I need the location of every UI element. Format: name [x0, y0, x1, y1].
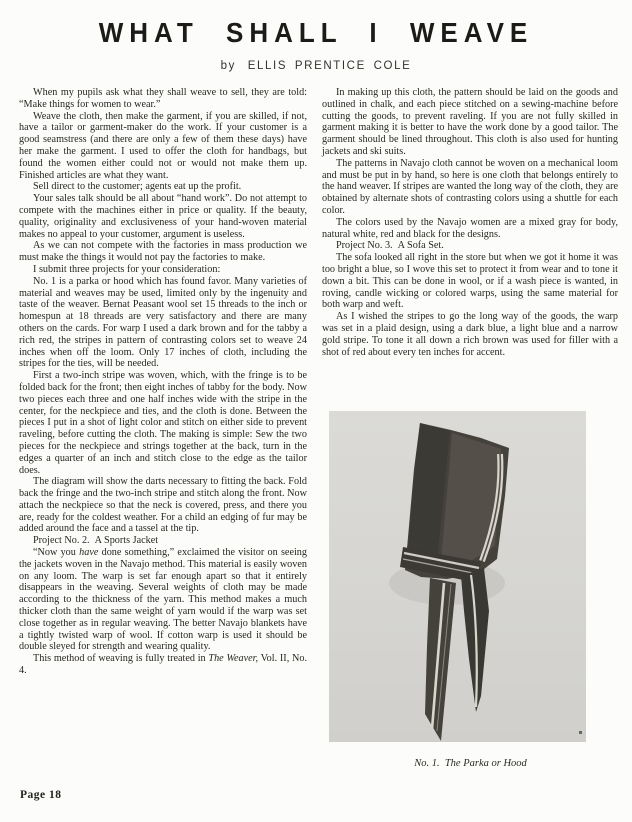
paragraph: [322, 158, 618, 217]
paragraph: [19, 370, 307, 476]
body-text: Project No. 3. A Sofa Set.: [336, 240, 444, 252]
paragraph: [19, 111, 307, 182]
byline: [0, 60, 632, 72]
body-text: In making up this cloth, the pattern should be laid on the goods and outlined in chalk, and each piece stitched on a sewing-machine before cutting the goods, to prevent raveling. If you are not fully skilled in garment making it is better to have the work done by a good tailor. The garment should be lined throughout. This cloth is also used for hunting jackets and ski suits.: [322, 87, 618, 157]
body-text: The patterns in Navajo cloth cannot be woven on a mechanical loom and must be put in by hand, so here is one cloth that belongs entirely to the hand weaver. If stripes are wanted the long way of the cloth, they are obtained by alternate shots of contrasting colors using a shuttle for each color.: [322, 157, 618, 216]
paragraph: [19, 87, 307, 111]
figure-caption: No. 1. The Parka or Hood: [414, 758, 527, 769]
parka-photo: [329, 411, 586, 742]
paragraph: [19, 547, 307, 653]
body-text: “Now you: [33, 547, 80, 559]
page-number: Page 18: [20, 789, 62, 801]
byline-author: ELLIS PRENTICE COLE: [247, 60, 412, 72]
body-text: The colors used by the Navajo women are a mixed gray for body, natural white, red and black for the designs.: [322, 216, 618, 240]
body-text: As we can not compete with the factories in mass production we must make the things it would not pay the factories to make.: [19, 240, 307, 264]
figure-parka: [329, 411, 586, 769]
body-text: Weave the cloth, then make the garment, if you are skilled, if not, have a tailor or garment-maker do the work. If your customer is a good seamstress (and there are only a few of them these days) have her make the garment. I used to offer the cloth for handbags, but found the women either could not or would not make them up. Finished articles are what they want.: [19, 110, 307, 181]
paragraph: [19, 181, 307, 193]
paragraph: [19, 653, 307, 677]
body-text: Your sales talk should be all about “hand work”. Do not attempt to compete with the machines either in price or quality. If the beauty, quality, originality and exclusiveness of your hand-woven material makes no appeal to your customer, argument is useless.: [19, 193, 307, 240]
body-text: No. 1 is a parka or hood which has found favor. Many varieties of material and weaves may be used, limited only by the ingenuity and taste of the weaver. Bernat Peasant wool set 15 threads to the inch or homespun at 18 threads are very satisfactory and there are many others on the cards. For warp I used a dark brown and for the tabby a rich red, the stripes in pattern of contrasting colors set to weave 24 inches when off the loom. Only 17 inches of cloth, including the stripes for the ties, will be needed.: [19, 275, 307, 370]
paragraph: [19, 240, 307, 264]
body-text: The sofa looked all right in the store but when we got it home it was too bright a blue, so I wove this set to protect it from wear and to tone it down a bit. This can be done in wool, or if a wash piece is wanted, in roving, candle wicking or colored warps, using the same material for both warp and weft.: [322, 252, 618, 311]
paragraph: [19, 264, 307, 276]
photo-corner-mark: [579, 731, 582, 734]
body-text: Project No. 2. A Sports Jacket: [33, 535, 159, 547]
paragraph: [19, 276, 307, 370]
paragraph: [19, 476, 307, 535]
body-text: Sell direct to the customer; agents eat up the profit.: [33, 181, 242, 193]
left-column: [19, 87, 307, 677]
page-title: WHAT SHALL I WEAVE: [98, 16, 534, 49]
section-heading: [19, 535, 307, 547]
masthead: [0, 16, 632, 72]
byline-prefix: by: [220, 60, 236, 72]
body-text: This method of weaving is fully treated in: [33, 653, 209, 665]
body-text: The diagram will show the darts necessary to fitting the back. Fold back the fringe and the two-inch stripe and stitch along the front. Now attach the neckpiece so that the neck is covered, press, and there you are, ready for the coldest weather. For a child an edging of fur may be added around the face and a tassel at the tip.: [19, 476, 307, 535]
italic-text: The Weaver,: [208, 653, 259, 665]
paragraph: [19, 193, 307, 240]
body-text: I submit three projects for your consideration:: [33, 263, 221, 275]
paragraph: [322, 252, 618, 311]
paragraph: [322, 311, 618, 358]
body-text: When my pupils ask what they shall weave to sell, they are told: “Make things for women to wear.”: [19, 87, 307, 110]
paragraph: [322, 87, 618, 158]
italic-text: have: [79, 547, 99, 559]
parka-photo-graphic: [329, 411, 586, 742]
section-heading: [322, 240, 618, 252]
body-text: First a two-inch stripe was woven, which, with the fringe is to be folded back for the front; then eight inches of tabby for the body. Now two pieces each three and one half inches wide with the stripe in the center, for the neckpiece and ties, and the cloth is done. Between the pieces I put in a shot of light color and stitch on either side to prevent raveling, before cutting the cloth. The making is simple: Sew the two pieces for the neckpiece and strings together at the back, turn in the edges a quarter of an inch and stitch close to the edge as the tailor does.: [19, 370, 307, 476]
body-text: Vol. II, No. 4.: [19, 653, 307, 677]
body-text: done something,” exclaimed the visitor on seeing the jackets woven in the Navajo method. This material is easily woven on any loom. The warp is set far enough apart so that it entirely disappears in the weaving. Several weights of cloth may be made according to the thickness of the yarn. This method makes a much thicker cloth than the same weight of yarn would if the warp was set close together as in regular weaving. The better Navajo blankets have a tightly twisted warp of wool. If cotton warp is used it should be double sleyed for strength and wearing quality.: [19, 547, 307, 653]
paragraph: [322, 217, 618, 241]
body-text: As I wished the stripes to go the long way of the goods, the warp was set in a plaid design, using a dark blue, a light blue and a narrow gold stripe. To tone it all down a rich brown was used for filler with a shot of red about every ten inches for accent.: [322, 311, 618, 358]
